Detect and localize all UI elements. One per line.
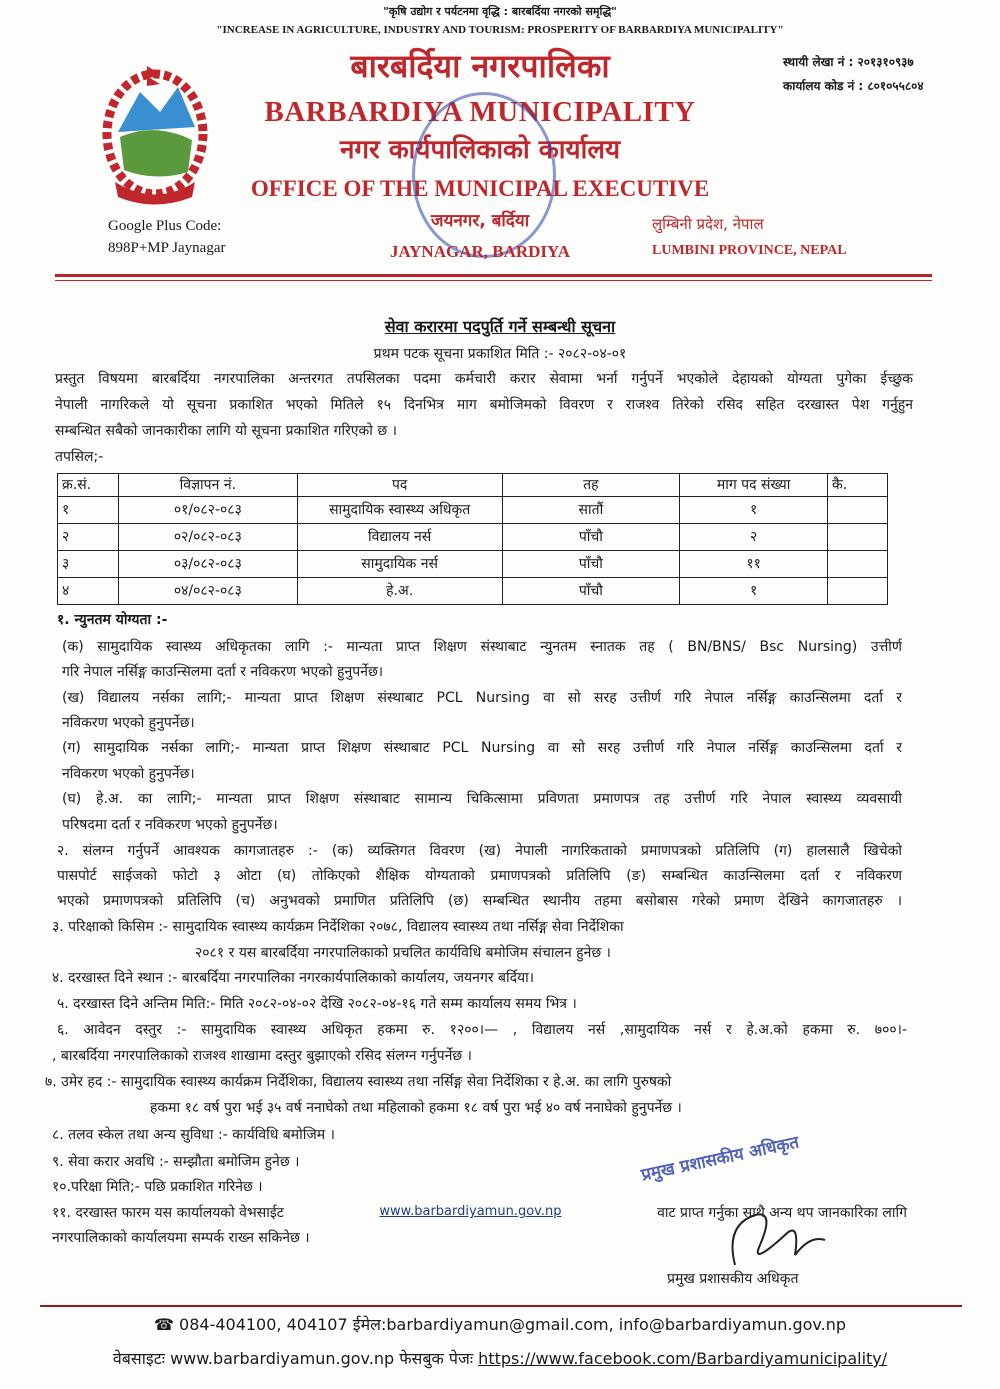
body-line: (घ) हे.अ. का लागि;- मान्यता प्राप्त शिक्षण संस्थाबाट सामान्य चिकित्सामा प्रविणता प्रमाणपत्र तह उत्तीर्ण गरि नेपाल स्वास्थ्य व्यवसायी — [62, 791, 902, 807]
cell-post: सामुदायिक नर्स — [297, 551, 502, 578]
cell-level: पाँचौ — [502, 551, 680, 578]
vacancy-table — [57, 473, 888, 605]
signatory-title: प्रमुख प्रशासकीय अधिकृत — [667, 1271, 799, 1287]
cell-count: ११ — [680, 551, 828, 578]
cell-remarks — [828, 524, 888, 551]
cell-count: १ — [680, 578, 828, 605]
table-row — [58, 551, 888, 578]
col-remarks: कै. — [828, 474, 888, 497]
body-line: ८. तलव स्केल तथा अन्य सुविधा :- कार्यविधि बमोजिम । — [52, 1127, 335, 1143]
facebook-link[interactable]: https://www.facebook.com/Barbardiyamunicipality/ — [478, 1349, 888, 1368]
cell-level: पाँचौ — [502, 524, 680, 551]
body-line: (ग) सामुदायिक नर्सका लागि;- मान्यता प्राप्त शिक्षण संस्थाबाट PCL Nursing वा सो सरह उत्तीर्ण गरि नेपाल नर्सिङ्ग काउन्सिलमा दर्ता र — [62, 740, 902, 756]
body-line: ७. उमेर हद :- सामुदायिक स्वास्थ्य कार्यक्रम निर्देशिका, विद्यालय स्वास्थ्य तथा नर्सिङ्ग सेवा निर्देशिका र हे.अ. का लागि पुरुषको — [45, 1074, 672, 1090]
location-nepali: जयनगर, बर्दिया — [430, 211, 530, 231]
tapasil-label: तपसिल;- — [55, 449, 104, 465]
intro-line: प्रस्तुत विषयमा बारबर्दिया नगरपालिका अन्तरगत तपसिलका पदमा कर्मचारी करार सेवामा भर्ना गर्नुपर्ने भएकोले देहायको योग्यता पुगेका ईच्छुक — [55, 371, 913, 387]
body-line: परिषदमा दर्ता र नविकरण भएको हुनुपर्नेछ। — [62, 817, 278, 833]
office-name-english: OFFICE OF THE MUNICIPAL EXECUTIVE — [250, 176, 710, 201]
website-link[interactable]: www.barbardiyamun.gov.np — [379, 1204, 562, 1219]
cell-ad-no: ०२/०८२-०८३ — [118, 524, 297, 551]
office-name-nepali: नगर कार्यपालिकाको कार्यालय — [339, 135, 621, 165]
motto-nepali: "कृषि उद्योग र पर्यटनमा वृद्धि : बारबर्दिया नगरको समृद्धि" — [383, 5, 617, 18]
cell-post: हे.अ. — [297, 578, 502, 605]
cell-ad-no: ०३/०८२-०८३ — [118, 551, 297, 578]
cell-post: सामुदायिक स्वास्थ्य अधिकृत — [297, 497, 502, 524]
body-line: १०.परिक्षा मिति;- पछि प्रकाशित गरिनेछ । — [52, 1179, 263, 1195]
section-qualifications: १. न्युनतम योग्यता :- — [57, 612, 168, 628]
header-divider — [55, 274, 932, 277]
website-label: वेबसाइटः www.barbardiyamun.gov.np फेसबुक पेजः — [112, 1349, 474, 1368]
cell-sn: ३ — [58, 551, 119, 578]
cell-ad-no: ०४/०८२-०८३ — [118, 578, 297, 605]
signature-icon — [715, 1205, 835, 1270]
body-line: २. संलग्न गर्नुपर्ने आवश्यक कागजातहरु :- (क) व्यक्तिगत विवरण (ख) नेपाली नागरिकताको प्रमाणपत्रको प्रतिलिपि (ग) हालसालै खिचेको — [57, 843, 902, 859]
cell-ad-no: ०१/०८२-०८३ — [118, 497, 297, 524]
cell-remarks — [828, 578, 888, 605]
cell-count: १ — [680, 497, 828, 524]
cell-sn: ४ — [58, 578, 119, 605]
cell-post: विद्यालय नर्स — [297, 524, 502, 551]
body-line: ६. आवेदन दस्तुर :- सामुदायिक स्वास्थ्य अधिकृत हकमा रु. १२००।— , विद्यालय नर्स ,सामुदायिक नर्स र हे.अ.को हकमा रु. ७००।- — [57, 1022, 907, 1038]
col-sn: क्र.सं. — [58, 474, 119, 497]
body-line: नगरपालिकाको कार्यालयमा सम्पर्क राख्न सकिनेछ । — [52, 1230, 310, 1246]
pan-number: स्थायी लेखा नं : २०१३१०९३७ — [783, 55, 914, 69]
municipality-name-nepali: बारबर्दिया नगरपालिका — [350, 47, 610, 85]
col-level: तह — [502, 474, 680, 497]
table-row — [58, 497, 888, 524]
province-nepali: लुम्बिनी प्रदेश, नेपाल — [652, 215, 764, 233]
body-line: (ख) विद्यालय नर्सका लागि;- मान्यता प्राप्त शिक्षण संस्थाबाट PCL Nursing वा सो सरह उत्तीर्ण गरि नेपाल नर्सिङ्ग काउन्सिलमा दर्ता र — [62, 690, 902, 706]
body-line: (क) सामुदायिक स्वास्थ्य अधिकृतका लागि :- मान्यता प्राप्त शिक्षण संस्थाबाट न्युनतम स्नातक तह ( BN/BNS/ Bsc Nursing) उत्तीर्ण — [62, 639, 902, 655]
col-post: पद — [297, 474, 502, 497]
telephone-icon: ☎ — [153, 1315, 174, 1334]
table-row — [58, 524, 888, 551]
item11-text: ११. दरखास्त फारम यस कार्यालयको वेभसाईट — [52, 1205, 284, 1221]
location-english: JAYNAGAR, BARDIYA — [389, 242, 571, 261]
contact-line — [0, 1316, 1000, 1334]
notice-title: सेवा करारमा पदपुर्ति गर्ने सम्बन्धी सूचना — [384, 317, 616, 336]
cell-sn: २ — [58, 524, 119, 551]
cell-sn: १ — [58, 497, 119, 524]
body-line: नविकरण भएको हुनुपर्नेछ। — [62, 715, 195, 731]
cell-level: पाँचौ — [502, 578, 680, 605]
contact-info: 084-404100, 404107 ईमेल:barbardiyamun@gmail.com, info@barbardiyamun.gov.np — [179, 1315, 846, 1334]
body-line: २०८१ र यस बारबर्दिया नगरपालिकाको प्रचलित कार्यविधि बमोजिम संचालन हुनेछ । — [195, 945, 611, 961]
intro-line: सम्बन्धित सबैको जानकारीका लागि यो सूचना प्रकाशित गरिएको छ । — [55, 423, 397, 439]
google-plus-code-label: Google Plus Code: — [108, 218, 222, 234]
cell-remarks — [828, 497, 888, 524]
body-line: ९. सेवा करार अवधि :- सम्झौता बमोजिम हुनेछ । — [52, 1154, 300, 1170]
table-header-row — [58, 474, 888, 497]
body-line: ५. दरखास्त दिने अन्तिम मिति:- मिति २०८२-०४-०२ देखि २०८२-०४-१६ गते सम्म कार्यालय समय भित्र । — [57, 996, 577, 1012]
body-line: नविकरण भएको हुनुपर्नेछ। — [62, 766, 195, 782]
body-line: गरि नेपाल नर्सिङ्ग काउन्सिलमा दर्ता र नविकरण भएको हुनुपर्नेछ। — [62, 664, 384, 680]
cell-remarks — [828, 551, 888, 578]
cell-level: सातौं — [502, 497, 680, 524]
google-plus-code: 898P+MP Jaynagar — [108, 240, 226, 256]
intro-line: नेपाली नागरिकले यो सूचना प्रकाशित भएको मितिले १५ दिनभित्र माग बमोजिमको विवरण र राजश्व तिरेको रसिद सहित दरखास्त पेश गर्नुहुन — [55, 397, 913, 413]
table-row — [58, 578, 888, 605]
website-line — [0, 1350, 1000, 1368]
body-line: हकमा १८ वर्ष पुरा भई ३५ वर्ष ननाघेको तथा महिलाको हकमा १८ वर्ष पुरा भई ४० वर्ष ननाघेको हुनुपर्नेछ । — [150, 1100, 682, 1116]
body-line: , बारबर्दिया नगरपालिकाको राजश्व शाखामा दस्तुर बुझाएको रसिद संलग्न गर्नुपर्नेछ । — [52, 1048, 472, 1064]
header-divider-thin — [55, 280, 932, 281]
province-english: LUMBINI PROVINCE, NEPAL — [652, 243, 847, 258]
col-ad-no: विज्ञापन नं. — [118, 474, 297, 497]
body-line: भएको प्रमाणपत्रको प्रतिलिपि (च) अनुभवको प्रमाणित प्रतिलिपि (छ) सम्बन्धित स्थानीय तहमा बसोबास गरेको प्रमाण देखिने कागजातहरु । — [57, 893, 902, 909]
office-stamp-icon — [412, 92, 556, 258]
signature-stamp: प्रमुख प्रशासकीय अधिकृत — [639, 1132, 801, 1186]
publication-date: प्रथम पटक सूचना प्रकाशित मिति :- २०८२-०४-०१ — [373, 346, 627, 362]
col-count: माग पद संख्या — [680, 474, 828, 497]
office-code: कार्यालय कोड नं : ८०१०५५८०४ — [783, 79, 924, 93]
body-line: ४. दरखास्त दिने स्थान :- बारबर्दिया नगरपालिका नगरकार्यपालिकाको कार्यालय, जयनगर बर्दिया। — [52, 970, 535, 986]
body-line: ३. परिक्षाको किसिम :- सामुदायिक स्वास्थ्य कार्यक्रम निर्देशिका २०७८, विद्यालय स्वास्थ्य तथा नर्सिङ्ग सेवा निर्देशिका — [52, 919, 624, 935]
cell-count: २ — [680, 524, 828, 551]
item11-text-after: वाट प्राप्त गर्नुका साथै अन्य थप जानकारिका लागि — [657, 1205, 907, 1221]
motto-english: "INCREASE IN AGRICULTURE, INDUSTRY AND TOURISM: PROSPERITY OF BARBARDIYA MUNICIPALITY" — [216, 24, 784, 36]
municipality-name-english: BARBARDIYA MUNICIPALITY — [264, 96, 696, 128]
body-line: पासपोर्ट साईजको फोटो ३ ओटा (घ) तोकिएको शैक्षिक योग्यताको प्रमाणपत्रको प्रतिलिपि (ङ) सम्बन्धित काउन्सिलमा दर्ता र नविकरण — [57, 868, 902, 884]
footer-divider — [40, 1305, 962, 1307]
